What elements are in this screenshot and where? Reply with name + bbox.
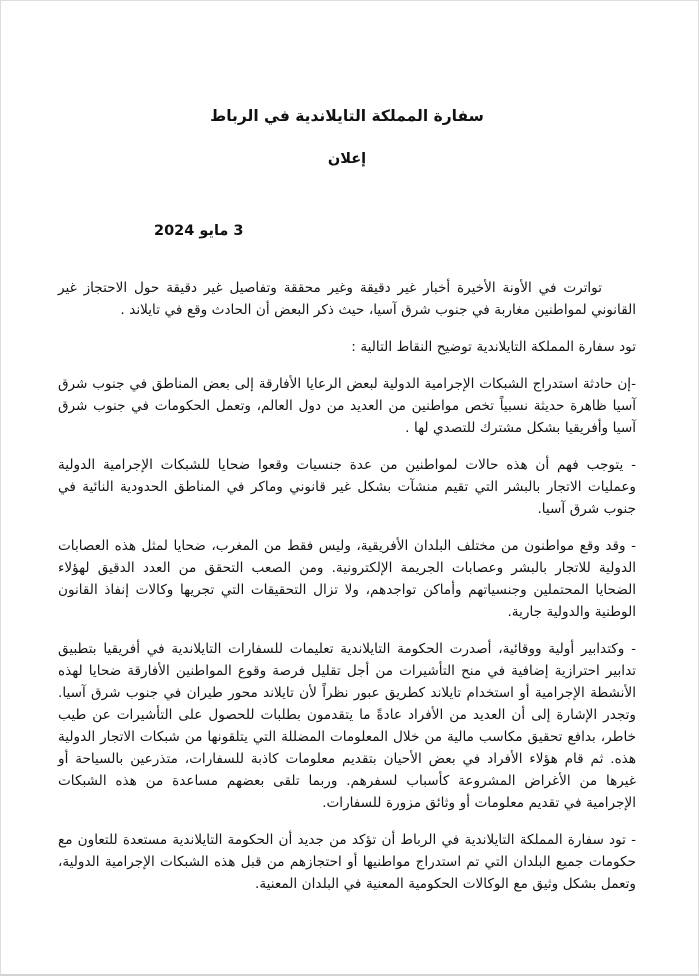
page-title: سفارة المملكة التايلاندية في الرباط: [210, 107, 484, 125]
paragraph-intro: تواترت في الأونة الأخيرة أخبار غير دقيقة وغير محققة وتفاصيل غير دقيقة حول الاحتجاز غير القانوني لمواطنين مغاربة في جنوب شرق آسيا، حيث ذكر البعض أن الحادث وقع في تايلاند .: [58, 280, 636, 319]
paragraph-point-2: - يتوجب فهم أن هذه حالات لمواطنين من عدة جنسيات وقعوا ضحايا للشبكات الإجرامية الدولية وعمليات الاتجار بالبشر التي تقيم منشآت بشكل غير قانوني وماكر في المناطق الحدودية النائية في جنوب شرق آسيا.: [58, 457, 636, 518]
document-body: [58, 277, 636, 895]
paragraph-point-5: - تود سفارة المملكة التايلاندية في الرباط أن تؤكد من جديد أن الحكومة التايلاندية مستعدة للتعاون مع حكومات جميع البلدان التي تم استدراج مواطنيها أو احتجازهم من قبل هذه الشبكات الإجرامية الدولية، وتعمل بشكل وثيق مع الوكالات الحكومية المعنية في البلدان المعنية.: [58, 832, 636, 893]
document-content: [1, 1, 698, 895]
paragraph-point-1: -إن حادثة استدراج الشبكات الإجرامية الدولية لبعض الرعايا الأفارقة إلى بعض المناطق في جنوب شرق آسيا ظاهرة حديثة نسبياً تخص مواطنين من العديد من دول العالم، وتعمل الحكومات في جنوب شرق آسيا وأفريقيا بشكل مشترك للتصدي لها .: [58, 376, 636, 437]
document-subtitle: إعلان: [327, 151, 367, 168]
paragraph-point-4: - وكتدابير أولية ووقائية، أصدرت الحكومة التايلاندية تعليمات للسفارات التايلاندية في أفريقيا بتطبيق تدابير احترازية إضافية في منح التأشيرات من أجل تقليل فرصة وقوع المواطنين الأفارقة ضحايا لهذه الأنشطة الإجرامية أو استخدام تايلاند كطريق عبور نظراً لأن تايلاند محور طيران في جنوب شرق آسيا. وتجدر الإشارة إلى أن العديد من الأفراد عادةً ما يتقدمون بطلبات للحصول على التأشيرات عن طيب خاطر، بدافع تحقيق مكاسب مالية من خلال المعلومات المضللة التي يتلقونها من شبكات الاتجار الدولية هذه. ثم قام هؤلاء الأفراد في بعض الأحيان بتقديم معلومات كاذبة للسفارات، متذرعين بالسياحة أو غيرها من الأغراض المشروعة كأسباب لسفرهم. وربما تلقى بعضهم مساعدة من هذه الشبكات الإجرامية في تقديم معلومات أو وثائق مزورة للسفارات.: [58, 641, 636, 812]
paragraph-lead-in: تود سفارة المملكة التايلاندية توضيح النقاط التالية :: [351, 339, 636, 356]
paragraph-point-3: - وقد وقع مواطنون من مختلف البلدان الأفريقية، وليس فقط من المغرب، ضحايا لمثل هذه العصابات الدولية للاتجار بالبشر وعصابات الجريمة الإلكترونية. ومن الصعب التحقق من العدد الدقيق لهؤلاء الضحايا المحتملين وجنسياتهم وأماكن تواجدهم، ولا تزال التحقيقات التي تجريها وكالات إنفاذ القانون الوطنية والدولية جارية.: [58, 538, 636, 621]
document-date: 3 مايو 2024: [154, 223, 244, 239]
